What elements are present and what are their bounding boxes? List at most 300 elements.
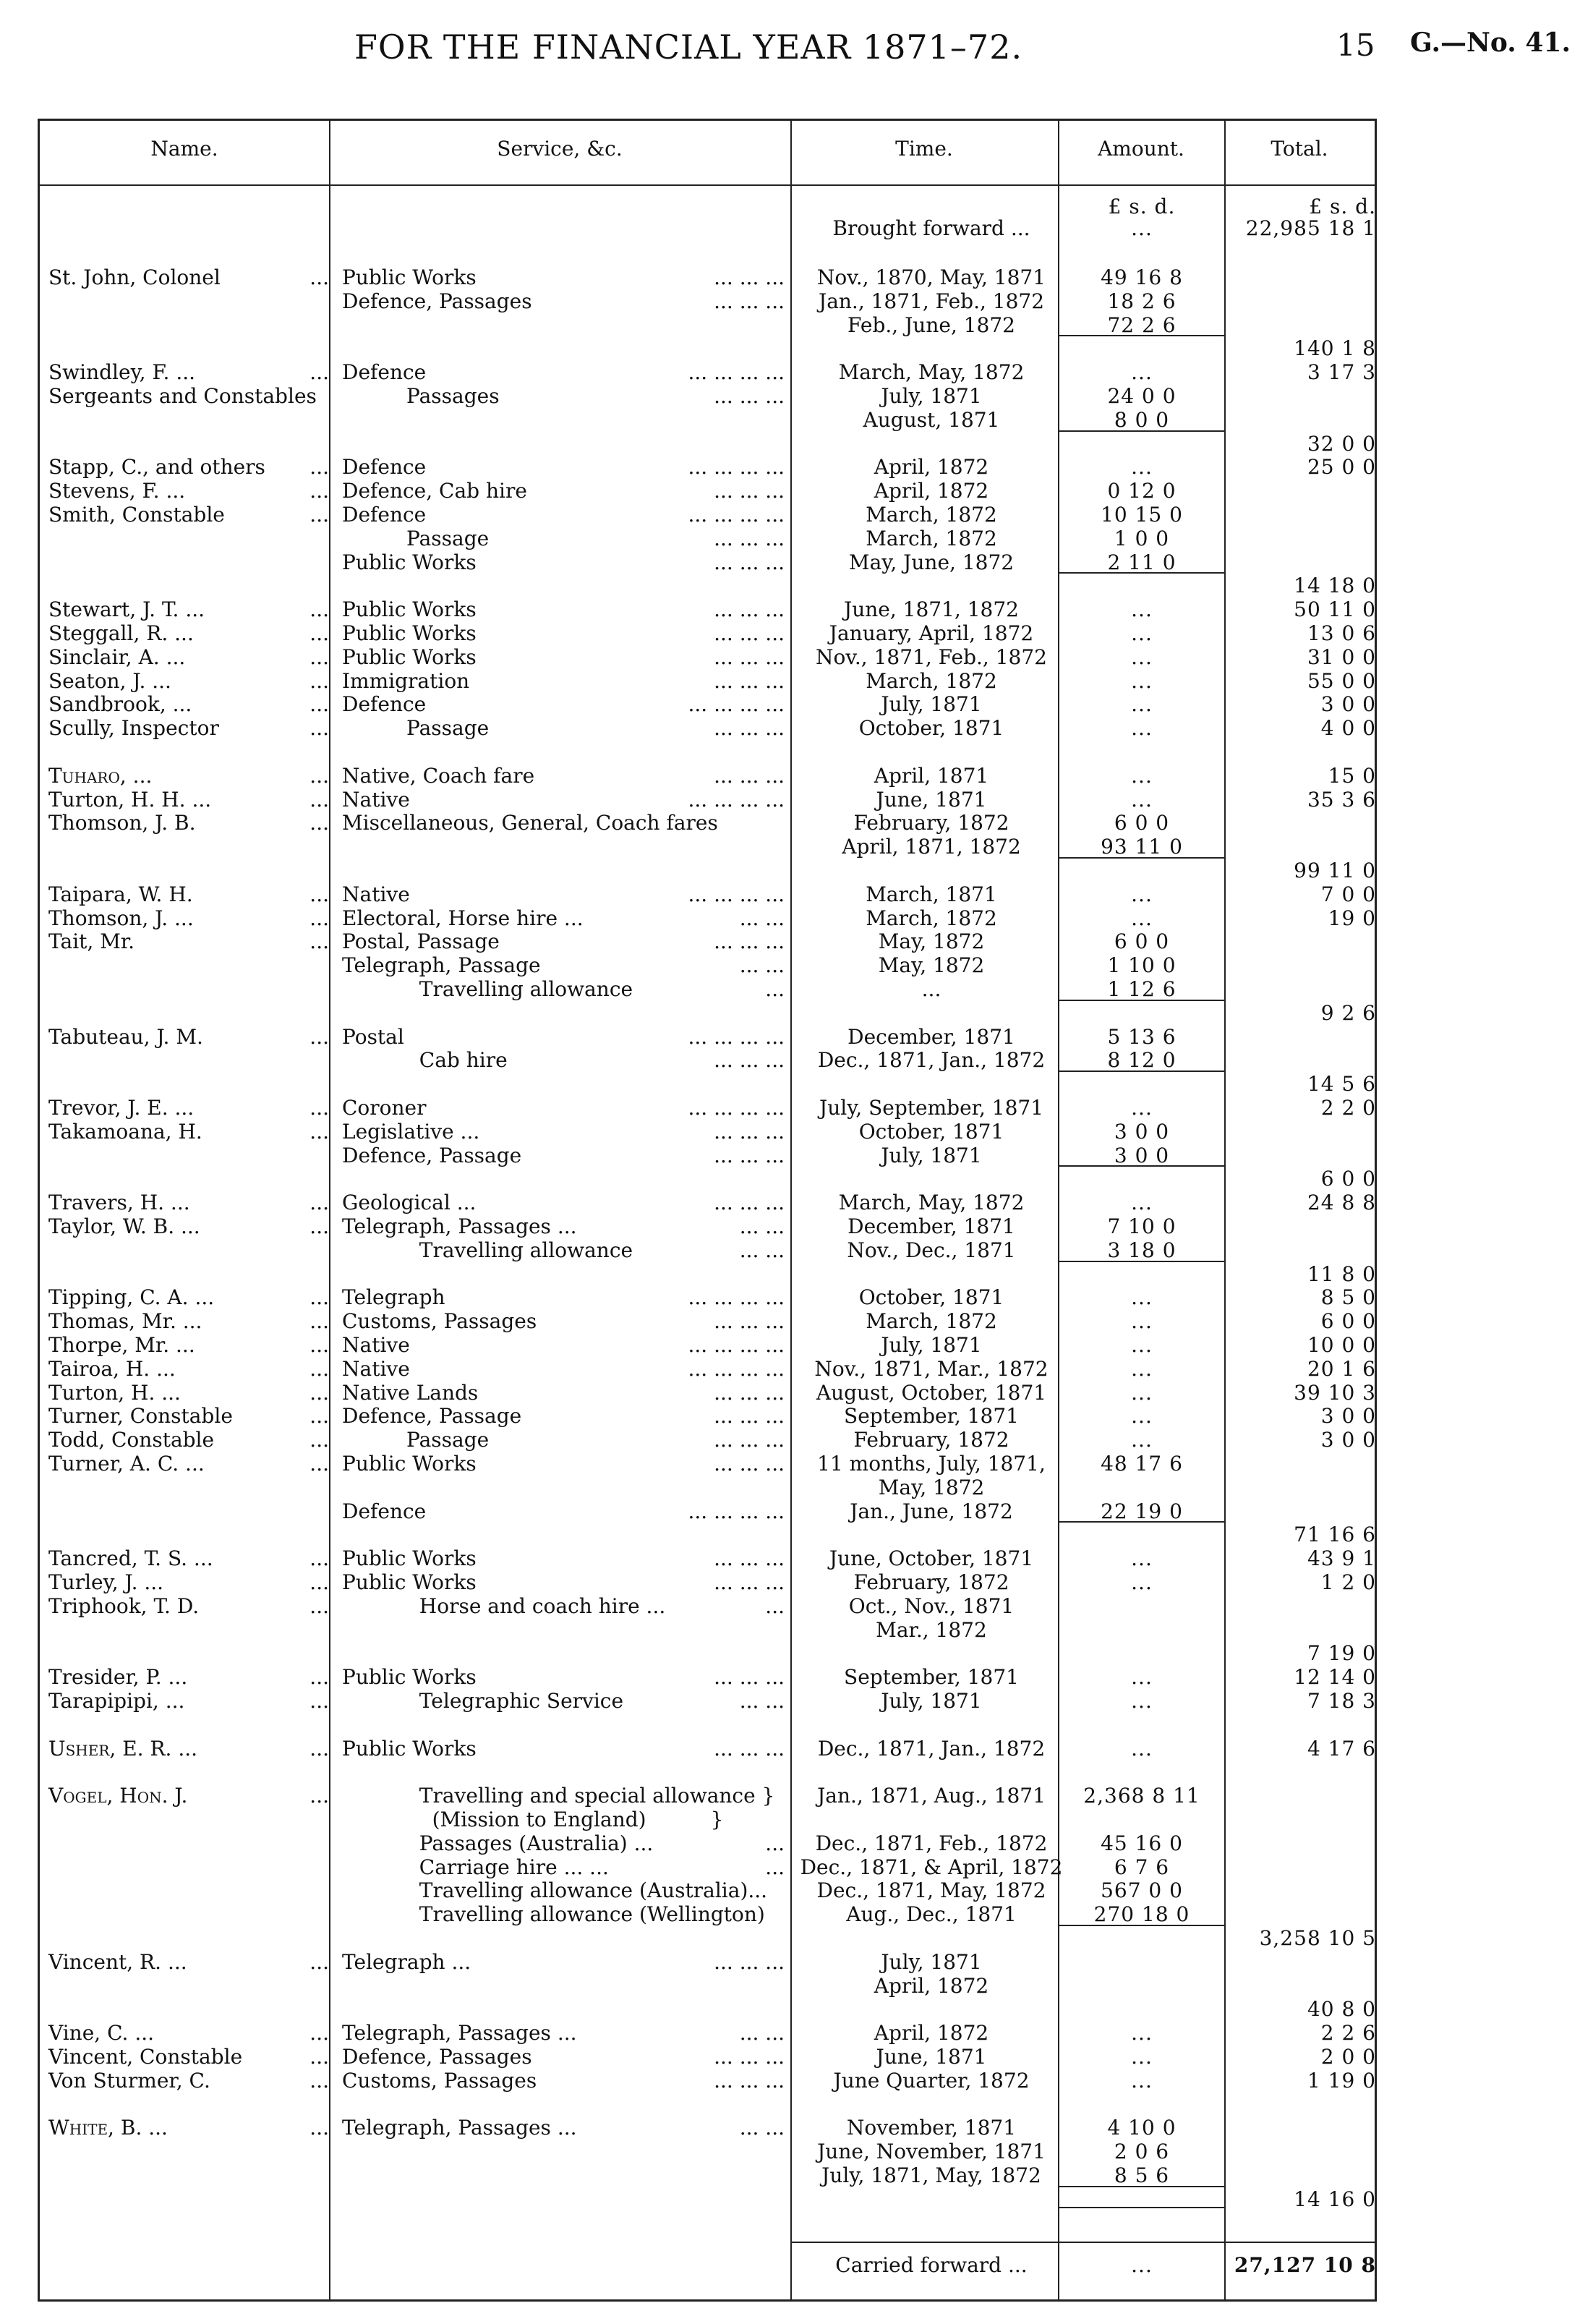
row-amount: ... <box>1131 1546 1153 1570</box>
row-time: February, 1872 <box>853 811 1009 835</box>
carried-forward-label: Carried forward ... <box>835 2253 1028 2277</box>
row-service: Geological ... <box>342 1191 477 1214</box>
carried-forward-amount: ... <box>1131 2253 1153 2277</box>
row-name-leader: ... <box>309 929 329 953</box>
row-amount: 24 0 0 <box>1107 384 1177 408</box>
row-service-leader: ... ... ... <box>714 1428 785 1452</box>
row-name: Sergeants and Constables <box>48 384 317 408</box>
row-total: 99 11 0 <box>1294 859 1376 882</box>
row-name: Travers, H. ... <box>48 1191 190 1214</box>
subtotal-rule <box>1058 2207 1224 2208</box>
row-total: 2 0 0 <box>1320 2045 1376 2069</box>
expenditure-table <box>38 119 1377 2302</box>
row-service-leader: ... ... ... <box>714 1404 785 1428</box>
carried-forward-total: 27,127 10 8 <box>1234 2253 1376 2277</box>
row-service-leader: ... ... ... ... <box>688 788 785 812</box>
row-total: 12 14 0 <box>1294 1665 1376 1689</box>
row-service-leader: ... ... <box>739 2021 785 2045</box>
row-time: July, 1871 <box>881 1144 982 1167</box>
row-time: April, 1872 <box>874 455 989 479</box>
row-name: Usher, E. R. ... <box>48 1737 198 1761</box>
row-name-leader: ... <box>309 503 329 527</box>
row-service-leader: ... ... ... <box>714 1309 785 1333</box>
row-amount: 0 12 0 <box>1107 479 1177 503</box>
row-name-leader: ... <box>309 2021 329 2045</box>
row-service-leader: ... ... <box>739 1238 785 1262</box>
row-service: Defence <box>342 455 427 479</box>
row-name: Taipara, W. H. <box>48 882 193 906</box>
row-service: Passage <box>342 716 490 740</box>
row-amount: ... <box>1131 1333 1153 1357</box>
row-name: Turton, H. ... <box>48 1381 181 1405</box>
row-amount: 49 16 8 <box>1101 265 1183 289</box>
row-service-leader: ... ... ... <box>714 1191 785 1214</box>
row-service-leader: ... ... ... <box>714 527 785 550</box>
row-time: October, 1871 <box>858 1285 1004 1309</box>
row-time: August, 1871 <box>863 408 1000 432</box>
row-time: June, November, 1871 <box>817 2140 1046 2163</box>
row-amount: 5 13 6 <box>1107 1025 1177 1049</box>
row-time: ... <box>921 977 941 1001</box>
row-service-leader: ... ... ... <box>714 1737 785 1761</box>
row-name: Stapp, C., and others <box>48 455 265 479</box>
row-time: May, June, 1872 <box>848 550 1015 574</box>
row-service-leader: ... ... ... ... <box>688 692 785 716</box>
row-time: September, 1871 <box>844 1665 1019 1689</box>
row-amount: ... <box>1131 1737 1153 1761</box>
row-amount: ... <box>1131 1404 1153 1428</box>
row-time: February, 1872 <box>853 1428 1009 1452</box>
row-total: 43 9 1 <box>1307 1546 1376 1570</box>
row-amount: 8 5 6 <box>1114 2163 1170 2187</box>
row-name-leader: ... <box>309 1452 329 1476</box>
row-time: February, 1872 <box>853 1570 1009 1594</box>
row-total: 32 0 0 <box>1307 432 1376 456</box>
row-service: Postal <box>342 1025 404 1049</box>
row-service-leader: ... ... ... <box>714 1950 785 1974</box>
row-service-leader: ... ... ... <box>714 1665 785 1689</box>
column-divider <box>329 121 330 2299</box>
row-time: November, 1871 <box>846 2116 1017 2140</box>
row-service: Public Works <box>342 1737 477 1761</box>
row-service: Telegraph, Passages ... <box>342 2021 577 2045</box>
row-amount: 8 12 0 <box>1107 1048 1177 1072</box>
document-reference: G.—No. 41. <box>1410 27 1571 58</box>
row-service-leader: ... ... ... <box>714 384 785 408</box>
row-service: Coroner <box>342 1096 427 1120</box>
row-name: Sinclair, A. ... <box>48 645 186 669</box>
row-name: Von Sturmer, C. <box>48 2069 210 2093</box>
row-name-leader: ... <box>309 1784 329 1808</box>
row-total: 14 5 6 <box>1307 1072 1376 1096</box>
total-currency-units: £ s. d. <box>1309 195 1376 218</box>
row-amount: ... <box>1131 645 1153 669</box>
row-time: July, 1871 <box>881 384 982 408</box>
row-amount: 6 0 0 <box>1114 811 1170 835</box>
row-service-leader: ... ... ... ... <box>688 1499 785 1523</box>
row-time: July, September, 1871 <box>819 1096 1044 1120</box>
row-service-leader: ... ... ... <box>714 716 785 740</box>
row-amount: 10 15 0 <box>1101 503 1183 527</box>
row-service: Native <box>342 1357 410 1381</box>
subtotal-rule <box>1058 572 1224 574</box>
row-time: March, 1872 <box>866 527 997 550</box>
row-amount: 22 19 0 <box>1101 1499 1183 1523</box>
row-amount: ... <box>1131 2021 1153 2045</box>
row-service: Electoral, Horse hire ... <box>342 906 584 930</box>
row-name: Turner, Constable <box>48 1404 233 1428</box>
row-service-leader: ... ... ... <box>714 1048 785 1072</box>
row-service-leader: ... <box>765 1594 785 1618</box>
row-total: 8 5 0 <box>1320 1285 1376 1309</box>
row-service: Telegraphic Service <box>342 1689 624 1713</box>
row-total: 7 19 0 <box>1307 1641 1376 1665</box>
row-name-leader: ... <box>309 479 329 503</box>
row-total: 15 0 <box>1328 764 1376 788</box>
row-total: 7 0 0 <box>1320 882 1376 906</box>
subtotal-rule <box>1058 1000 1224 1001</box>
row-service-leader: ... ... ... <box>714 645 785 669</box>
row-service-leader: ... ... ... ... <box>688 455 785 479</box>
row-total: 1 19 0 <box>1307 2069 1376 2093</box>
row-total: 140 1 8 <box>1294 336 1376 360</box>
row-name: Smith, Constable <box>48 503 225 527</box>
row-name-leader: ... <box>309 1214 329 1238</box>
row-name: Stevens, F. ... <box>48 479 186 503</box>
row-service: Native <box>342 788 410 812</box>
row-name-leader: ... <box>309 1191 329 1214</box>
row-name-leader: ... <box>309 621 329 645</box>
row-service-leader: ... ... ... <box>714 669 785 693</box>
subtotal-rule <box>1058 1521 1224 1523</box>
page-number: 15 <box>1336 27 1375 63</box>
row-name-leader: ... <box>309 788 329 812</box>
row-name-leader: ... <box>309 360 329 384</box>
row-total: 50 11 0 <box>1294 597 1376 621</box>
row-time: July, 1871 <box>881 692 982 716</box>
row-service-leader: ... ... ... <box>714 764 785 788</box>
row-name: Tabuteau, J. M. <box>48 1025 203 1049</box>
row-time: December, 1871 <box>847 1214 1015 1238</box>
row-service-leader: ... ... ... <box>714 597 785 621</box>
row-amount: ... <box>1131 1096 1153 1120</box>
row-amount: 3 0 0 <box>1114 1120 1170 1144</box>
row-name: Thomson, J. ... <box>48 906 194 930</box>
subtotal-rule <box>1058 1261 1224 1262</box>
row-service: Postal, Passage <box>342 929 500 953</box>
row-time: March, 1872 <box>866 1309 997 1333</box>
row-time: Dec., 1871, May, 1872 <box>816 1878 1046 1902</box>
row-name-leader: ... <box>309 692 329 716</box>
row-time: August, October, 1871 <box>816 1381 1047 1405</box>
brought-forward-total: 22,985 18 1 <box>1245 216 1376 240</box>
row-name: Swindley, F. ... <box>48 360 196 384</box>
row-time: June, 1871, 1872 <box>844 597 1019 621</box>
row-amount: ... <box>1131 788 1153 812</box>
row-name-leader: ... <box>309 2116 329 2140</box>
row-name-leader: ... <box>309 1594 329 1618</box>
row-time: April, 1871 <box>874 764 989 788</box>
row-name: Trevor, J. E. ... <box>48 1096 195 1120</box>
subtotal-rule <box>1058 1165 1224 1167</box>
row-service: Public Works <box>342 597 477 621</box>
row-total: 3 0 0 <box>1320 1428 1376 1452</box>
row-total: 31 0 0 <box>1307 645 1376 669</box>
row-service-leader: ... ... ... ... <box>688 1025 785 1049</box>
column-header-name: Name. <box>150 137 218 161</box>
row-total: 40 8 0 <box>1307 1997 1376 2021</box>
row-time: October, 1871 <box>858 1120 1004 1144</box>
row-amount: ... <box>1131 906 1153 930</box>
row-total: 3,258 10 5 <box>1259 1926 1376 1950</box>
row-total: 11 8 0 <box>1307 1262 1376 1286</box>
row-total: 13 0 6 <box>1307 621 1376 645</box>
row-service-leader: ... ... ... <box>714 1120 785 1144</box>
row-amount: 4 10 0 <box>1107 2116 1177 2140</box>
row-amount: 18 2 6 <box>1107 289 1177 313</box>
row-total: 10 0 0 <box>1307 1333 1376 1357</box>
row-name-leader: ... <box>309 716 329 740</box>
row-amount: 72 2 6 <box>1107 313 1177 337</box>
row-name: Triphook, T. D. <box>48 1594 200 1618</box>
row-name-leader: ... <box>309 1689 329 1713</box>
row-time: Nov., Dec., 1871 <box>847 1238 1016 1262</box>
row-total: 3 0 0 <box>1320 1404 1376 1428</box>
row-service: Carriage hire ... ... <box>342 1855 609 1879</box>
row-time: April, 1872 <box>874 1974 989 1998</box>
row-name-leader: ... <box>309 1570 329 1594</box>
row-service-leader: ... ... ... <box>714 1144 785 1167</box>
row-service: Defence <box>342 692 427 716</box>
row-amount: ... <box>1131 1570 1153 1594</box>
row-time: March, May, 1872 <box>838 1191 1025 1214</box>
row-amount: ... <box>1131 2069 1153 2093</box>
row-time: 11 months, July, 1871, <box>817 1452 1046 1476</box>
row-amount: 8 0 0 <box>1114 408 1170 432</box>
row-name: Vincent, Constable <box>48 2045 243 2069</box>
row-total: 9 2 6 <box>1320 1001 1376 1025</box>
row-total: 7 18 3 <box>1307 1689 1376 1713</box>
row-total: 19 0 <box>1328 906 1376 930</box>
row-name: Sandbrook, ... <box>48 692 192 716</box>
row-amount: 2 11 0 <box>1107 550 1177 574</box>
row-amount: 567 0 0 <box>1101 1878 1183 1902</box>
row-name-leader: ... <box>309 1381 329 1405</box>
row-time: Nov., 1870, May, 1871 <box>816 265 1046 289</box>
row-amount: ... <box>1131 597 1153 621</box>
row-name-leader: ... <box>309 906 329 930</box>
row-amount: ... <box>1131 360 1153 384</box>
row-amount: ... <box>1131 1309 1153 1333</box>
row-name-leader: ... <box>309 669 329 693</box>
row-service-leader: ... ... ... <box>714 265 785 289</box>
row-name-leader: ... <box>309 1737 329 1761</box>
row-service-leader: ... ... <box>739 1689 785 1713</box>
row-total: 71 16 6 <box>1294 1523 1376 1546</box>
row-name-leader: ... <box>309 1950 329 1974</box>
row-service: Passages (Australia) ... <box>342 1831 654 1855</box>
row-name-leader: ... <box>309 811 329 835</box>
row-amount: 6 0 0 <box>1114 929 1170 953</box>
column-header-service: Service, &c. <box>497 137 623 161</box>
row-name: Tarapipipi, ... <box>48 1689 185 1713</box>
row-name: Todd, Constable <box>48 1428 215 1452</box>
row-amount: ... <box>1131 1285 1153 1309</box>
row-total: 35 3 6 <box>1307 788 1376 812</box>
row-total: 14 16 0 <box>1294 2187 1376 2211</box>
row-service: Public Works <box>342 1570 477 1594</box>
page-title: FOR THE FINANCIAL YEAR 1871–72. <box>354 27 1023 67</box>
row-service: Travelling allowance <box>342 977 633 1001</box>
row-service-leader: ... <box>765 1855 785 1879</box>
row-service-leader: ... ... ... ... <box>688 360 785 384</box>
row-service: Customs, Passages <box>342 2069 537 2093</box>
row-time: June, 1871 <box>876 2045 987 2069</box>
row-total: 39 10 3 <box>1294 1381 1376 1405</box>
row-amount: 93 11 0 <box>1101 835 1183 859</box>
row-service: Defence <box>342 503 427 527</box>
row-total: 2 2 6 <box>1320 2021 1376 2045</box>
row-time: March, 1871 <box>866 882 997 906</box>
row-time: Mar., 1872 <box>876 1618 987 1642</box>
row-time: April, 1872 <box>874 479 989 503</box>
row-time: September, 1871 <box>844 1404 1019 1428</box>
row-service: Telegraph <box>342 1285 445 1309</box>
carried-forward-rule <box>790 2242 1375 2243</box>
row-service: Defence <box>342 360 427 384</box>
row-total: 55 0 0 <box>1307 669 1376 693</box>
column-header-amount: Amount. <box>1098 137 1184 161</box>
row-service: Legislative ... <box>342 1120 480 1144</box>
row-amount: ... <box>1131 716 1153 740</box>
row-service: Native, Coach fare <box>342 764 535 788</box>
row-service: Defence, Passages <box>342 2045 532 2069</box>
row-time: Nov., 1871, Mar., 1872 <box>814 1357 1049 1381</box>
row-name-leader: ... <box>309 1309 329 1333</box>
row-service-leader: ... ... ... ... <box>688 1285 785 1309</box>
row-time: Dec., 1871, & April, 1872 <box>800 1855 1063 1879</box>
row-time: Dec., 1871, Jan., 1872 <box>817 1048 1046 1072</box>
row-total: 24 8 8 <box>1307 1191 1376 1214</box>
row-total: 1 2 0 <box>1320 1570 1376 1594</box>
row-name: St. John, Colonel <box>48 265 221 289</box>
row-name-leader: ... <box>309 1096 329 1120</box>
row-time: Dec., 1871, Feb., 1872 <box>815 1831 1048 1855</box>
row-name: Seaton, J. ... <box>48 669 171 693</box>
row-time: May, 1872 <box>878 929 985 953</box>
row-name: White, B. ... <box>48 2116 168 2140</box>
row-name: Stewart, J. T. ... <box>48 597 205 621</box>
row-name: Tipping, C. A. ... <box>48 1285 215 1309</box>
row-time: March, 1872 <box>866 906 997 930</box>
row-service-leader: ... ... <box>739 2116 785 2140</box>
row-amount: ... <box>1131 1381 1153 1405</box>
row-name: Tancred, T. S. ... <box>48 1546 213 1570</box>
row-time: Jan., 1871, Aug., 1871 <box>817 1784 1046 1808</box>
row-service-leader: ... ... ... ... <box>688 1333 785 1357</box>
row-amount: 6 7 6 <box>1114 1855 1170 1879</box>
row-name-leader: ... <box>309 265 329 289</box>
row-service-leader: ... ... <box>739 953 785 977</box>
row-name-leader: ... <box>309 645 329 669</box>
row-name: Taylor, W. B. ... <box>48 1214 200 1238</box>
row-name-leader: ... <box>309 1546 329 1570</box>
column-header-time: Time. <box>895 137 953 161</box>
row-total: 14 18 0 <box>1294 574 1376 597</box>
row-name: Turner, A. C. ... <box>48 1452 205 1476</box>
row-time: January, April, 1872 <box>829 621 1034 645</box>
row-service-leader: ... ... ... <box>714 1570 785 1594</box>
row-service: Defence, Passage <box>342 1404 522 1428</box>
column-header-total: Total. <box>1271 137 1328 161</box>
row-name: Vogel, Hon. J. <box>48 1784 188 1808</box>
row-service: Public Works <box>342 265 477 289</box>
row-time: July, 1871, May, 1872 <box>821 2163 1041 2187</box>
row-total: 4 0 0 <box>1320 716 1376 740</box>
row-name-leader: ... <box>309 2069 329 2093</box>
row-service-leader: ... ... ... <box>714 929 785 953</box>
row-amount: ... <box>1131 764 1153 788</box>
row-service: Travelling and special allowance } <box>342 1784 775 1808</box>
row-amount: 1 12 6 <box>1107 977 1177 1001</box>
row-name-leader: ... <box>309 882 329 906</box>
amount-currency-units: £ s. d. <box>1108 195 1176 218</box>
row-service: Passage <box>342 527 490 550</box>
row-name: Takamoana, H. <box>48 1120 202 1144</box>
row-time: Nov., 1871, Feb., 1872 <box>816 645 1047 669</box>
subtotal-rule <box>1058 430 1224 432</box>
row-name-leader: ... <box>309 455 329 479</box>
row-amount: ... <box>1131 455 1153 479</box>
row-time: Feb., June, 1872 <box>847 313 1015 337</box>
row-service-leader: ... ... <box>739 1214 785 1238</box>
row-amount: 7 10 0 <box>1107 1214 1177 1238</box>
row-name: Tuharo, ... <box>48 764 153 788</box>
row-service-leader: ... ... ... <box>714 479 785 503</box>
row-time: May, 1872 <box>878 953 985 977</box>
row-service: Immigration <box>342 669 470 693</box>
row-time: Aug., Dec., 1871 <box>846 1902 1017 1926</box>
subtotal-rule <box>1058 2186 1224 2187</box>
row-service: Travelling allowance (Wellington) <box>342 1902 765 1926</box>
row-amount: ... <box>1131 2045 1153 2069</box>
row-name-leader: ... <box>309 597 329 621</box>
row-total: 25 0 0 <box>1307 455 1376 479</box>
row-service: Public Works <box>342 550 477 574</box>
row-amount: ... <box>1131 882 1153 906</box>
row-service-leader: ... ... <box>739 906 785 930</box>
row-time: March, May, 1872 <box>838 360 1025 384</box>
row-total: 6 0 0 <box>1320 1309 1376 1333</box>
row-service: Customs, Passages <box>342 1309 537 1333</box>
row-time: March, 1872 <box>866 669 997 693</box>
row-service-leader: ... ... ... ... <box>688 882 785 906</box>
row-service: Public Works <box>342 645 477 669</box>
row-time: April, 1871, 1872 <box>842 835 1021 859</box>
row-name: Vincent, R. ... <box>48 1950 187 1974</box>
row-name: Vine, C. ... <box>48 2021 155 2045</box>
row-service: Native <box>342 1333 410 1357</box>
row-time: June, October, 1871 <box>829 1546 1034 1570</box>
brought-forward-label: Brought forward ... <box>832 216 1030 240</box>
row-total: 20 1 6 <box>1307 1357 1376 1381</box>
row-name: Thomas, Mr. ... <box>48 1309 202 1333</box>
row-service: Public Works <box>342 1665 477 1689</box>
row-service-leader: ... ... ... <box>714 1452 785 1476</box>
row-service-leader: ... ... ... <box>714 1381 785 1405</box>
row-time: July, 1871 <box>881 1689 982 1713</box>
row-name: Thomson, J. B. <box>48 811 196 835</box>
